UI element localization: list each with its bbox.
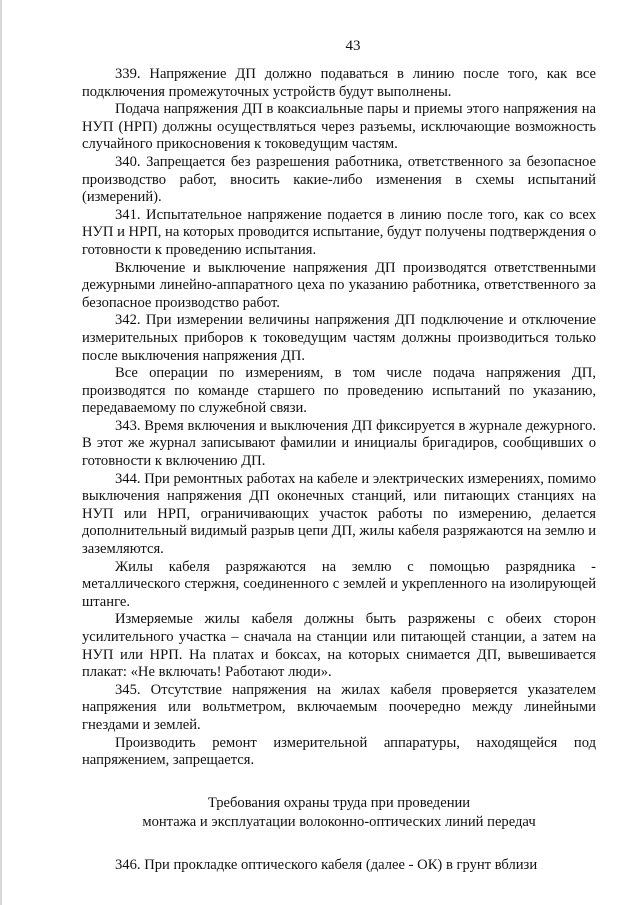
paragraph-342: 342. При измерении величины напряжения ДП подключение и отключение измерительных приборов к токоведущим частям должны производиться только после выключения напряжения ДП. [82,312,596,364]
section-heading [82,794,596,832]
paragraph-344-continued-2: Измеряемые жилы кабеля должны быть разряжены с обеих сторон усилительного участка – сначала на станции или питающей станции, а затем на НУП или НРП. На платах и боксах, на которых снимается ДП, вывешивается плакат: «Не включать! Работают люди». [82,611,596,681]
paragraph-341-continued: Включение и выключение напряжения ДП производятся ответственными дежурными линейно-аппаратного цеха по указанию работника, ответственного за безопасное производство работ. [82,259,596,311]
paragraph-343: 343. Время включения и выключения ДП фиксируется в журнале дежурного. В этот же журнал записывают фамилии и инициалы бригадиров, сообщивших о готовности к включению ДП. [82,417,596,470]
paragraph-344-continued-1: Жилы кабеля разряжаются на землю с помощью разрядника - металлического стержня, соединенного с землей и укрепленного на изолирующей штанге. [82,558,596,610]
paragraph-345-continued: Производить ремонт измерительной аппаратуры, находящейся под напряжением, запрещается. [82,734,596,769]
paragraph-342-continued: Все операции по измерениям, в том числе подача напряжения ДП, производятся по команде старшего по проведению испытаний по указанию, передаваемому по служебной связи. [82,365,596,417]
document-body [82,66,596,874]
paragraph-346: 346. При прокладке оптического кабеля (далее - ОК) в грунт вблизи [115,856,538,873]
page-number: 43 [345,38,361,54]
paragraph-341: 341. Испытательное напряжение подается в линию после того, как со всех НУП и НРП, на которых проводится испытание, будут получены подтверждения о готовности к проведению испытания. [82,206,596,258]
paragraph-344: 344. При ремонтных работах на кабеле и электрических измерениях, помимо выключения напряжения ДП оконечных станций, или питающих станциях на НУП или НРП, ограничивающих участок работы по измерению, делается дополнительный видимый разрыв цепи ДП, жилы кабеля разряжаются на землю и заземляются. [82,470,596,558]
paragraph-339-continued: Подача напряжения ДП в коаксиальные пары и приемы этого напряжения на НУП (НРП) должны осуществляться через разъемы, исключающие возможность случайного прикосновения к токоведущим частям. [82,101,596,153]
paragraph-340: 340. Запрещается без разрешения работника, ответственного за безопасное производство работ, вносить какие-либо изменения в схемы испытаний (измерений). [82,153,596,206]
section-heading-line-1: Требования охраны труда при проведении [207,794,471,811]
paragraph-339: 339. Напряжение ДП должно подаваться в линию после того, как все подключения промежуточных устройств будут выполнены. [82,66,596,100]
section-heading-line-2: монтажа и эксплуатации волоконно-оптических линий передач [142,813,536,830]
paragraph-345: 345. Отсутствие напряжения на жилах кабеля проверяется указателем напряжения или вольтметром, включаемым поочередно между линейными гнездами и землей. [82,681,596,733]
